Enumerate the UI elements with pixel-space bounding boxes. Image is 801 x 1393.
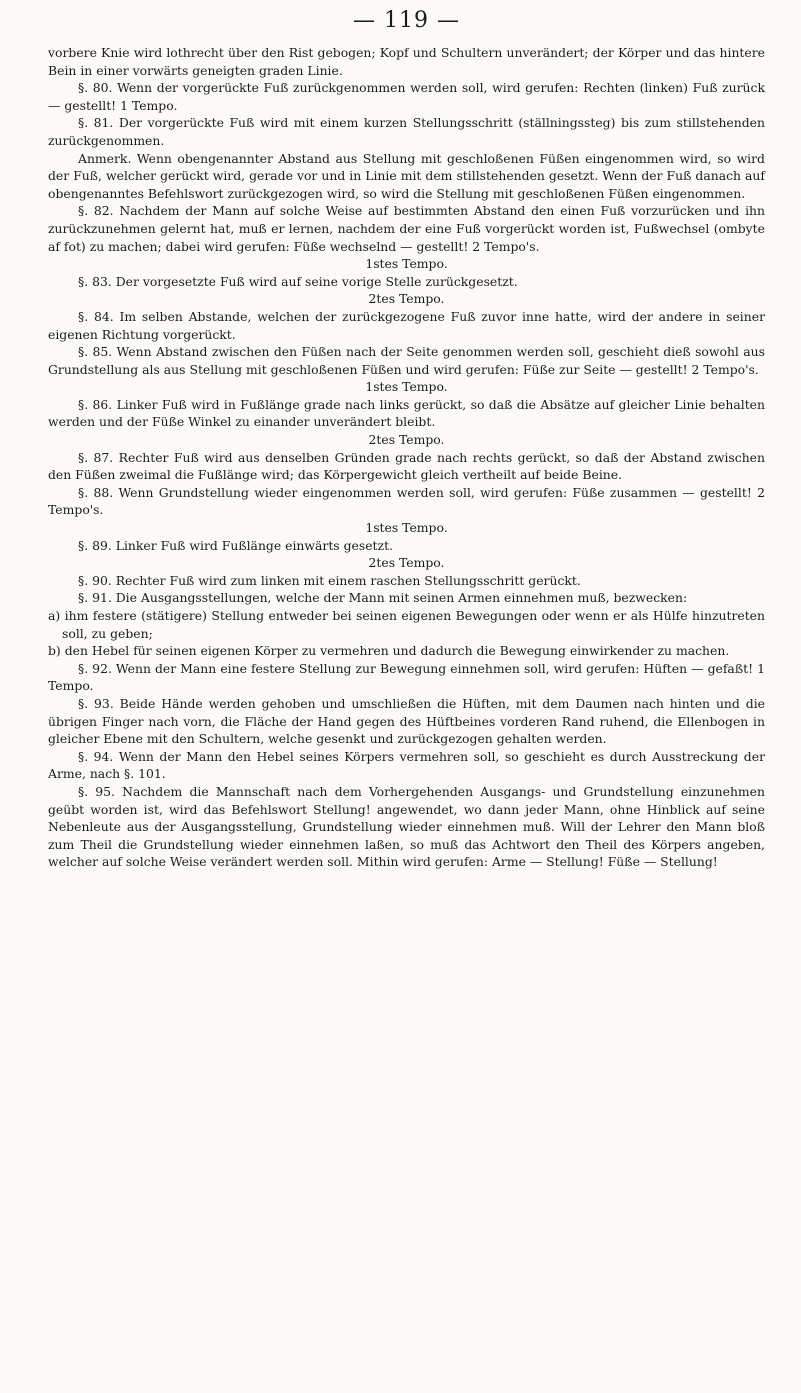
page-number: — 119 — — [353, 8, 460, 33]
tempo-heading: 1stes Tempo. — [365, 520, 448, 536]
paragraph: §. 83. Der vorgesetzte Fuß wird auf seine vorige Stelle zurückgesetzt. — [78, 273, 518, 289]
paragraph: §. 82. Nachdem der Mann auf solche Weise auf bestimmten Abstand den einen Fuß vorzurücken und ihn zurückzunehmen gelernt hat, muß er lernen, nachdem der eine Fuß vorgerückt worden ist, Fußwechsel (ombyte af fot) zu machen; dabei wird gerufen: Füße wechselnd — gestellt! 2 Tempo's. — [48, 203, 765, 254]
tempo-heading: 2tes Tempo. — [368, 291, 445, 307]
tempo-heading: 1stes Tempo. — [365, 379, 448, 395]
paragraph: §. 84. Im selben Abstande, welchen der zurückgezogene Fuß zuvor inne hatte, wird der andere in seiner eigenen Richtung vorgerückt. — [48, 308, 765, 342]
paragraph: a) ihm festere (stätigere) Stellung entweder bei seinen eigenen Bewegungen oder wenn er als Hülfe hinzutreten soll, zu geben; — [48, 608, 765, 641]
paragraph: §. 95. Nachdem die Mannschaft nach dem Vorhergehenden Ausgangs- und Grundstellung einzunehmen geübt worden ist, wird das Befehlswort Stellung! angewendet, wo dann jeder Mann, ohne Hinblick auf seine Nebenleute aus der Ausgangsstellung, Grundstellung wieder einnehmen muß. Will der Lehrer den Mann bloß zum Theil die Grundstellung wieder einnehmen laßen, so muß das Achtwort den Theil des Körpers angeben, welcher auf solche Weise verändert werden soll. Mithin wird gerufen: Arme — Stellung! Füße — Stellung! — [48, 783, 765, 870]
paragraph: §. 81. Der vorgerückte Fuß wird mit einem kurzen Stellungsschritt (ställningssteg) bis zum stillstehenden zurückgenommen. — [48, 115, 765, 148]
paragraph: §. 90. Rechter Fuß wird zum linken mit einem raschen Stellungsschritt gerückt. — [78, 572, 581, 588]
paragraph: §. 91. Die Ausgangsstellungen, welche der Mann mit seinen Armen einnehmen muß, bezwecken: — [78, 590, 688, 606]
paragraph: vorbere Knie wird lothrecht über den Rist gebogen; Kopf und Schultern unverändert; der Körper und das hintere Bein in einer vorwärts geneigten graden Linie. — [48, 45, 765, 78]
paragraph: §. 85. Wenn Abstand zwischen den Füßen nach der Seite genommen werden soll, geschieht dieß sowohl aus Grundstellung als aus Stellung mit geschloßenen Füßen und wird gerufen: Füße zur Seite — gestellt! 2 Tempo's. — [48, 344, 765, 377]
paragraph: §. 88. Wenn Grundstellung wieder eingenommen werden soll, wird gerufen: Füße zusammen — gestellt! 2 Tempo's. — [48, 484, 765, 518]
paragraph: §. 93. Beide Hände werden gehoben und umschließen die Hüften, mit dem Daumen nach hinten und die übrigen Finger nach vorn, die Fläche der Hand gegen des Hüftbeines vorderen Rand ruhend, die Ellenbogen in gleicher Ebene mit den Schultern, welche gesenkt und zurückgezogen gehalten werden. — [48, 695, 765, 747]
page-body — [48, 44, 765, 871]
paragraph: §. 92. Wenn der Mann eine festere Stellung zur Bewegung einnehmen soll, wird gerufen: Hüften — gefaßt! 1 Tempo. — [48, 660, 765, 694]
paragraph: Anmerk. Wenn obengenannter Abstand aus Stellung mit geschloßenen Füßen eingenommen wird, so wird der Fuß, welcher gerückt wird, gerade vor und in Linie mit dem stillstehenden gesetzt. Wenn der Fuß danach auf obengenanntes Befehlswort zurückgezogen wird, so wird die Stellung mit geschloßenen Füßen eingenommen. — [48, 150, 765, 201]
paragraph: §. 80. Wenn der vorgerückte Fuß zurückgenommen werden soll, wird gerufen: Rechten (linken) Fuß zurück — gestellt! 1 Tempo. — [48, 80, 765, 113]
paragraph: b) den Hebel für seinen eigenen Körper zu vermehren und dadurch die Bewegung einwirkender zu machen. — [48, 643, 730, 659]
tempo-heading: 1stes Tempo. — [365, 256, 448, 272]
tempo-heading: 2tes Tempo. — [368, 432, 445, 448]
paragraph: §. 89. Linker Fuß wird Fußlänge einwärts gesetzt. — [78, 537, 393, 553]
paragraph: §. 87. Rechter Fuß wird aus denselben Gründen grade nach rechts gerückt, so daß der Abstand zwischen den Füßen zweimal die Fußlänge wird; das Körpergewicht gleich vertheilt auf beide Beine. — [48, 449, 765, 483]
paragraph: §. 94. Wenn der Mann den Hebel seines Körpers vermehren soll, so geschieht es durch Ausstreckung der Arme, nach §. 101. — [48, 748, 765, 782]
tempo-heading: 2tes Tempo. — [368, 555, 445, 571]
paragraph: §. 86. Linker Fuß wird in Fußlänge grade nach links gerückt, so daß die Absätze auf gleicher Linie behalten werden und der Füße Winkel zu einander unverändert bleibt. — [48, 396, 765, 430]
